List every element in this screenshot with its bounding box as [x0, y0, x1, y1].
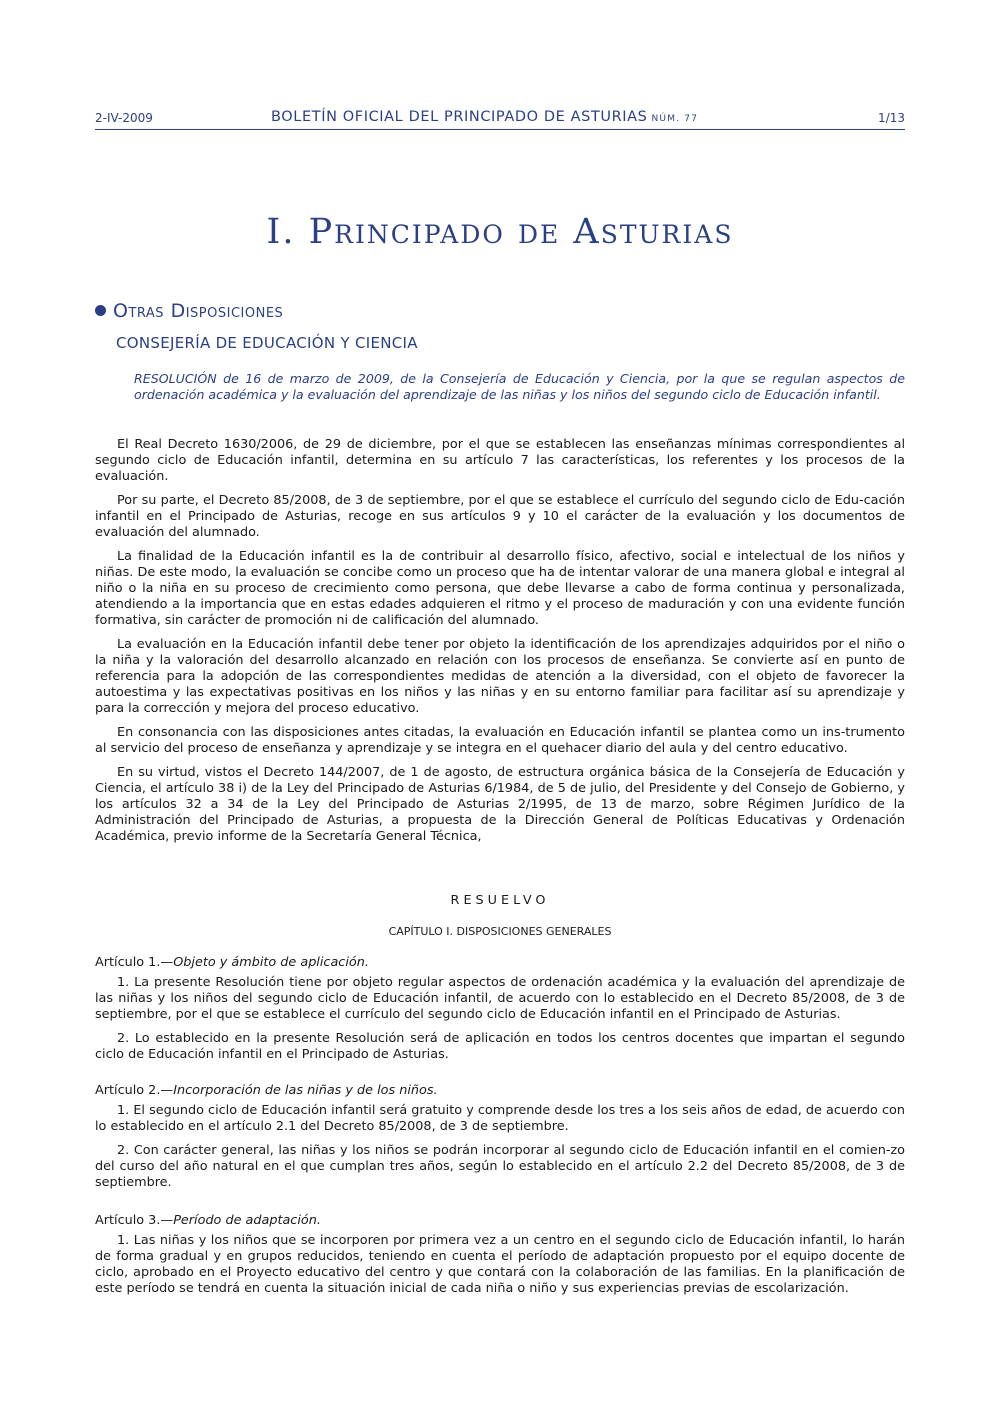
section-title: I. Principado de Asturias — [266, 212, 734, 252]
article-paragraph: 2. Con carácter general, las niñas y los niños se podrán incorporar al segundo ciclo de Educación infantil en el comien-zo del curso del año natural en el que cumplan tres años, según lo establecido en el artículo 2.2 del Decreto 85/2008, de 3 de septiembre. — [95, 1143, 905, 1190]
article — [95, 1213, 905, 1305]
article-label: Artículo 3.— — [95, 1213, 174, 1228]
header-number: NÚM. 77 — [651, 114, 699, 124]
preamble-paragraph: La evaluación en la Educación infantil debe tener por objeto la identificación de los aprendizajes adquiridos por el niño o la niña y la valoración del desarrollo alcanzado en relación con los procesos de enseñanza. Se convierte así en punto de referencia para la adopción de las correspondientes medidas de atención a la diversidad, con el objeto de favorecer la autoestima y las expectativas positivas en los niños y las niñas y en su entorno familiar para facilitar así su aprendizaje y para la corrección y mejora del proceso educativo. — [95, 637, 905, 716]
article-heading — [95, 1083, 905, 1099]
article-label: Artículo 2.— — [95, 1083, 174, 1098]
article-paragraph: 1. El segundo ciclo de Educación infantil será gratuito y comprende desde los tres a los seis años de edad, de acuerdo con lo establecido en el artículo 2.1 del Decreto 85/2008, de 3 de septiembre. — [95, 1103, 905, 1134]
preamble-paragraph: Por su parte, el Decreto 85/2008, de 3 de septiembre, por el que se establece el currículo del segundo ciclo de Edu-cación infantil en el Principado de Asturias, recoge en sus artículos 9 y 10 el carácter de la evaluación y los documentos de evaluación del alumnado. — [95, 493, 905, 540]
department-name: CONSEJERÍA DE EDUCACIÓN Y CIENCIA — [116, 334, 418, 352]
article-label: Artículo 1.— — [95, 955, 174, 970]
header-date: 2-IV-2009 — [95, 111, 153, 125]
resuelvo-heading: RESUELVO — [450, 893, 550, 908]
subsection-title: Otras Disposiciones — [113, 300, 284, 322]
bullet-icon — [95, 305, 106, 316]
preamble-paragraph: El Real Decreto 1630/2006, de 29 de diciembre, por el que se establecen las enseñanzas mínimas correspondientes al segundo ciclo de Educación infantil, determina en su artículo 7 las características, los referentes y los procesos de la evaluación. — [95, 437, 905, 484]
resolution-title: RESOLUCIÓN de 16 de marzo de 2009, de la Consejería de Educación y Ciencia, por la que se regulan aspectos de ordenación académica y la evaluación del aprendizaje de las niñas y los niños del segundo ciclo de Educación infantil. — [134, 371, 905, 402]
preamble-paragraph: En su virtud, vistos el Decreto 144/2007, de 1 de agosto, de estructura orgánica básica de la Consejería de Educación y Ciencia, el artículo 38 i) de la Ley del Principado de Asturias 6/1984, de 5 de julio, del Presidente y del Consejo de Gobierno, y los artículos 32 a 34 de la Ley del Principado de Asturias 2/1995, de 13 de marzo, sobre Régimen Jurídico de la Administración del Principado de Asturias, a propuesta de la Dirección General de Políticas Educativas y Ordenación Académica, previo informe de la Secretaría General Técnica, — [95, 765, 905, 844]
article-heading — [95, 1213, 905, 1229]
subsection-heading — [95, 300, 283, 322]
article — [95, 955, 905, 1071]
preamble — [95, 437, 905, 853]
preamble-paragraph: En consonancia con las disposiciones antes citadas, la evaluación en Educación infantil se plantea como un ins-trumento al servicio del proceso de enseñanza y aprendizaje y se integra en el quehacer diario del aula y del centro educativo. — [95, 725, 905, 756]
article-paragraph: 1. La presente Resolución tiene por objeto regular aspectos de ordenación académica y la evaluación del aprendizaje de las niñas y los niños del segundo ciclo de Educación infantil, de acuerdo con lo establecido en el Decreto 85/2008, de 3 de septiembre, por el que se establece el currículo del segundo ciclo de Educación infantil en el Principado de Asturias. — [95, 975, 905, 1022]
article — [95, 1083, 905, 1199]
article-paragraph: 1. Las niñas y los niños que se incorporen por primera vez a un centro en el segundo ciclo de Educación infantil, lo harán de forma gradual y en grupos reducidos, teniendo en cuenta el período de adaptación propuesto por el equipo docente de ciclo, aprobado en el Proyecto educativo del centro y que contará con la colaboración de las familias. En la planificación de este período se tendrá en cuenta la situación inicial de cada niña o niño y sus experiencias previas de escolarización. — [95, 1233, 905, 1296]
article-title: Período de adaptación. — [173, 1213, 321, 1228]
article-heading — [95, 955, 905, 971]
article-title: Objeto y ámbito de aplicación. — [173, 955, 369, 970]
header-title — [271, 109, 698, 125]
chapter-heading: CAPÍTULO I. DISPOSICIONES GENERALES — [388, 925, 612, 938]
page-header — [95, 109, 905, 130]
header-title-text: BOLETÍN OFICIAL DEL PRINCIPADO DE ASTURIAS — [271, 109, 648, 125]
article-title: Incorporación de las niñas y de los niños. — [173, 1083, 438, 1098]
article-paragraph: 2. Lo establecido en la presente Resolución será de aplicación en todos los centros docentes que impartan el segundo ciclo de Educación infantil en el Principado de Asturias. — [95, 1031, 905, 1062]
preamble-paragraph: La finalidad de la Educación infantil es la de contribuir al desarrollo físico, afectivo, social e intelectual de los niños y niñas. De este modo, la evaluación se concibe como un proceso que ha de intentar valorar de una manera global e integral al niño o la niña en su proceso de crecimiento como persona, que debe llevarse a cabo de forma continua y personalizada, atendiendo a la importancia que en estas edades adquieren el ritmo y el proceso de maduración y con una evidente función formativa, sin carácter de promoción ni de calificación del alumnado. — [95, 549, 905, 628]
header-page-number: 1/13 — [878, 111, 905, 125]
